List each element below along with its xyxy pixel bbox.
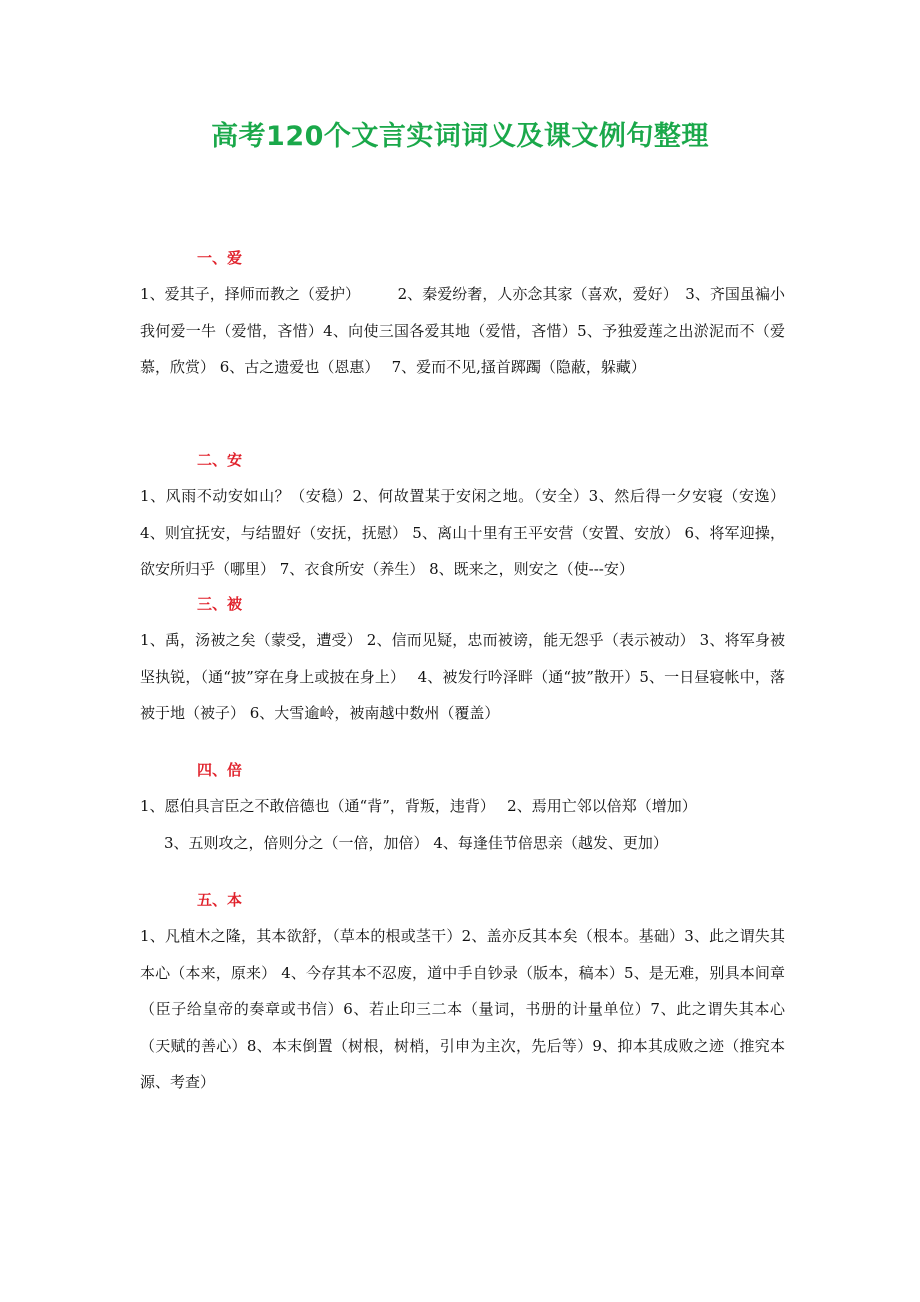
section-heading: 二、安 (197, 451, 243, 469)
section-heading: 三、被 (197, 595, 243, 613)
section-text: 1、风雨不动安如山？（安稳）2、何故置某于安闲之地。（安全）3、然后得一夕安寝（安逸） 4、则宜抚安，与结盟好（安抚，抚慰） 5、离山十里有王平安营（安置、安放） 6、将军迎操，欲安所归乎（哪里） 7、衣食所安（养生） 8、既来之，则安之（使---安） (140, 487, 785, 578)
document-title: 高考120个文言实词词义及课文例句整理 (211, 121, 709, 152)
section-text: 1、爱其子，择师而教之（爱护） 2、秦爱纷奢，人亦念其家（喜欢，爱好） 3、齐国虽褊小我何爱一牛（爱惜，吝惜）4、向使三国各爱其地（爱惜，吝惜）5、予独爱莲之出淤泥而不（爱慕，欣赏） 6、古之遗爱也（恩惠） 7、爱而不见,搔首踯躅（隐蔽，躲藏） (140, 285, 785, 376)
section-ben (140, 882, 785, 1101)
section-bei (140, 586, 785, 732)
section-bei-double (140, 752, 785, 861)
section-text: 1、禹，汤被之矣（蒙受，遭受） 2、信而见疑，忠而被谤，能无怨乎（表示被动） 3、将军身被坚执锐，（通“披”穿在身上或披在身上） 4、被发行吟泽畔（通“披”散开）5、一日昼寝帐中，落被于地（被子） 6、大雪逾岭，被南越中数州（覆盖） (140, 631, 785, 722)
section-heading: 五、本 (197, 891, 243, 909)
section-text: 1、凡植木之隆，其本欲舒，（草本的根或茎干）2、盖亦反其本矣（根本。基础）3、此之谓失其本心（本来，原来） 4、今存其本不忍废，道中手自钞录（版本，稿本）5、是无难，别具本间章（臣子给皇帝的奏章或书信）6、若止印三二本（量词，书册的计量单位）7、此之谓失其本心（天赋的善心）8、本末倒置（树根，树梢，引申为主次，先后等）9、抑本其成败之迹（推究本源、考查） (140, 927, 785, 1091)
section-heading: 一、爱 (197, 249, 243, 267)
section-heading: 四、倍 (197, 761, 243, 779)
section-text-continued: 3、五则攻之，倍则分之（一倍，加倍） 4、每逢佳节倍思亲（越发、更加） (164, 833, 668, 852)
section-an (140, 442, 785, 588)
section-ai (140, 240, 785, 386)
section-text: 1、愿伯具言臣之不敢倍德也（通“背”，背叛，违背） 2、焉用亡邻以倍郑（增加） (140, 797, 697, 815)
